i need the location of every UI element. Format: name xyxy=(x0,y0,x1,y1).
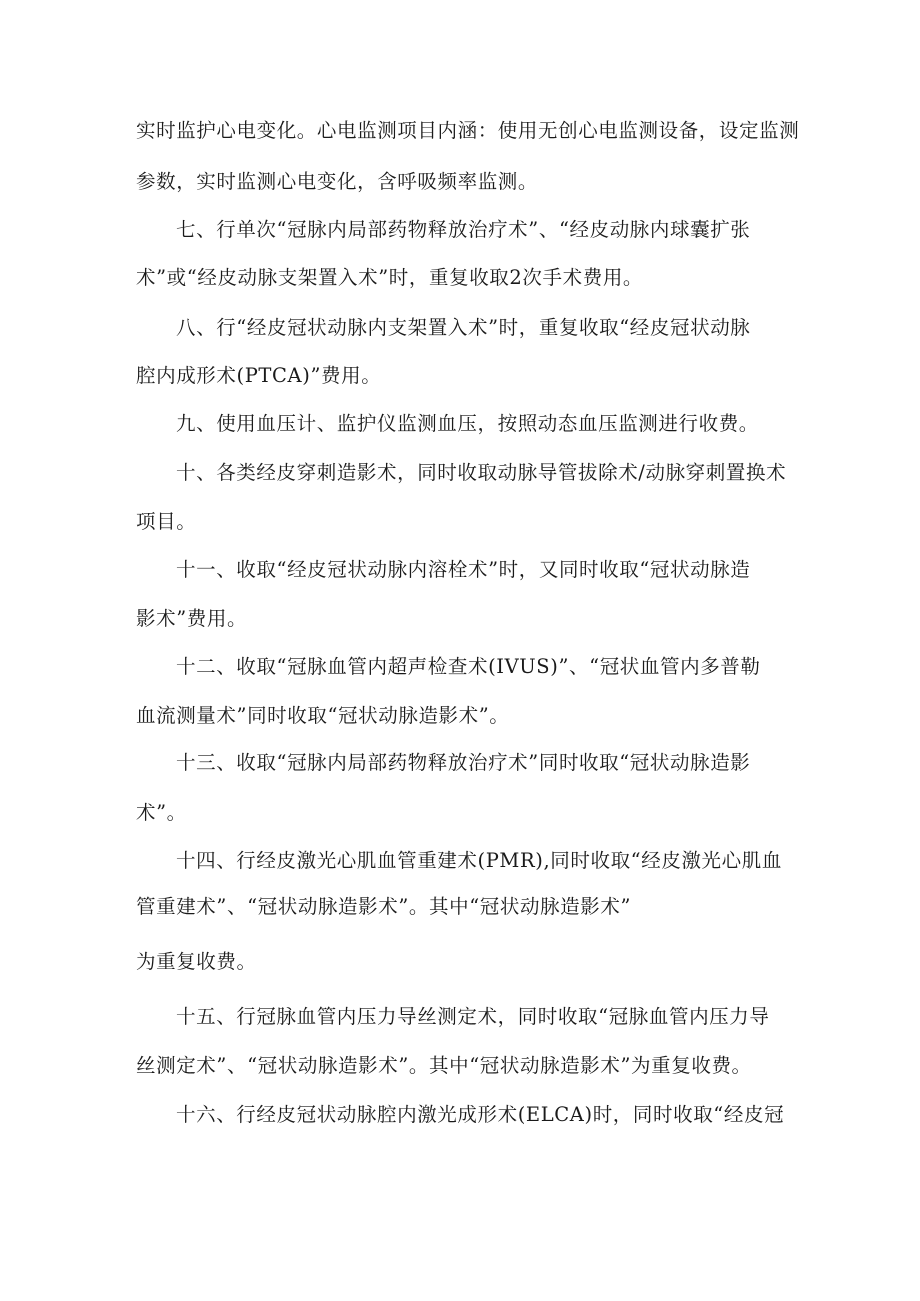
text-line: 十三、收取“冠脉内局部药物释放治疗术”同时收取“冠状动脉造影 xyxy=(176,751,751,774)
text-line: 十六、行经皮冠状动脉腔内激光成形术(ELCA)时，同时收取“经皮冠 xyxy=(176,1103,785,1126)
text-line: 血流测量术”同时收取“冠状动脉造影术”。 xyxy=(136,704,510,727)
text-line: 八、行“经皮冠状动脉内支架置入术”时，重复收取“经皮冠状动脉 xyxy=(176,316,751,339)
text-line: 影术”费用。 xyxy=(136,607,248,630)
text-line: 术”。 xyxy=(136,801,187,824)
text-line: 丝测定术”、“冠状动脉造影术”。其中“冠状动脉造影术”为重复收费。 xyxy=(136,1054,752,1077)
text-line: 管重建术”、“冠状动脉造影术”。其中“冠状动脉造影术” xyxy=(136,895,632,918)
text-line: 术”或“经皮动脉支架置入术”时，重复收取2次手术费用。 xyxy=(136,266,644,289)
text-line: 十五、行冠脉血管内压力导丝测定术，同时收取“冠脉血管内压力导 xyxy=(176,1005,770,1028)
text-line: 十一、收取“经皮冠状动脉内溶栓术”时，又同时收取“冠状动脉造 xyxy=(176,558,751,581)
text-line: 实时监护心电变化。心电监测项目内涵：使用无创心电监测设备，设定监测 xyxy=(136,119,800,142)
text-line: 十、各类经皮穿刺造影术，同时收取动脉导管拔除术/动脉穿刺置换术 xyxy=(176,461,787,484)
text-line: 腔内成形术(PTCA)”费用。 xyxy=(136,364,382,387)
text-line: 项目。 xyxy=(136,510,197,533)
text-line: 为重复收费。 xyxy=(136,950,257,973)
text-line: 七、行单次“冠脉内局部药物释放治疗术”、“经皮动脉内球囊扩张 xyxy=(176,218,751,241)
text-line: 十二、收取“冠脉血管内超声检查术(IVUS)”、“冠状血管内多普勒 xyxy=(176,655,761,678)
text-line: 参数，实时监测心电变化，含呼吸频率监测。 xyxy=(136,170,539,193)
text-line: 十四、行经皮激光心肌血管重建术(PMR),同时收取“经皮激光心肌血 xyxy=(176,849,782,872)
text-line: 九、使用血压计、监护仪监测血压，按照动态血压监测进行收费。 xyxy=(176,412,759,435)
